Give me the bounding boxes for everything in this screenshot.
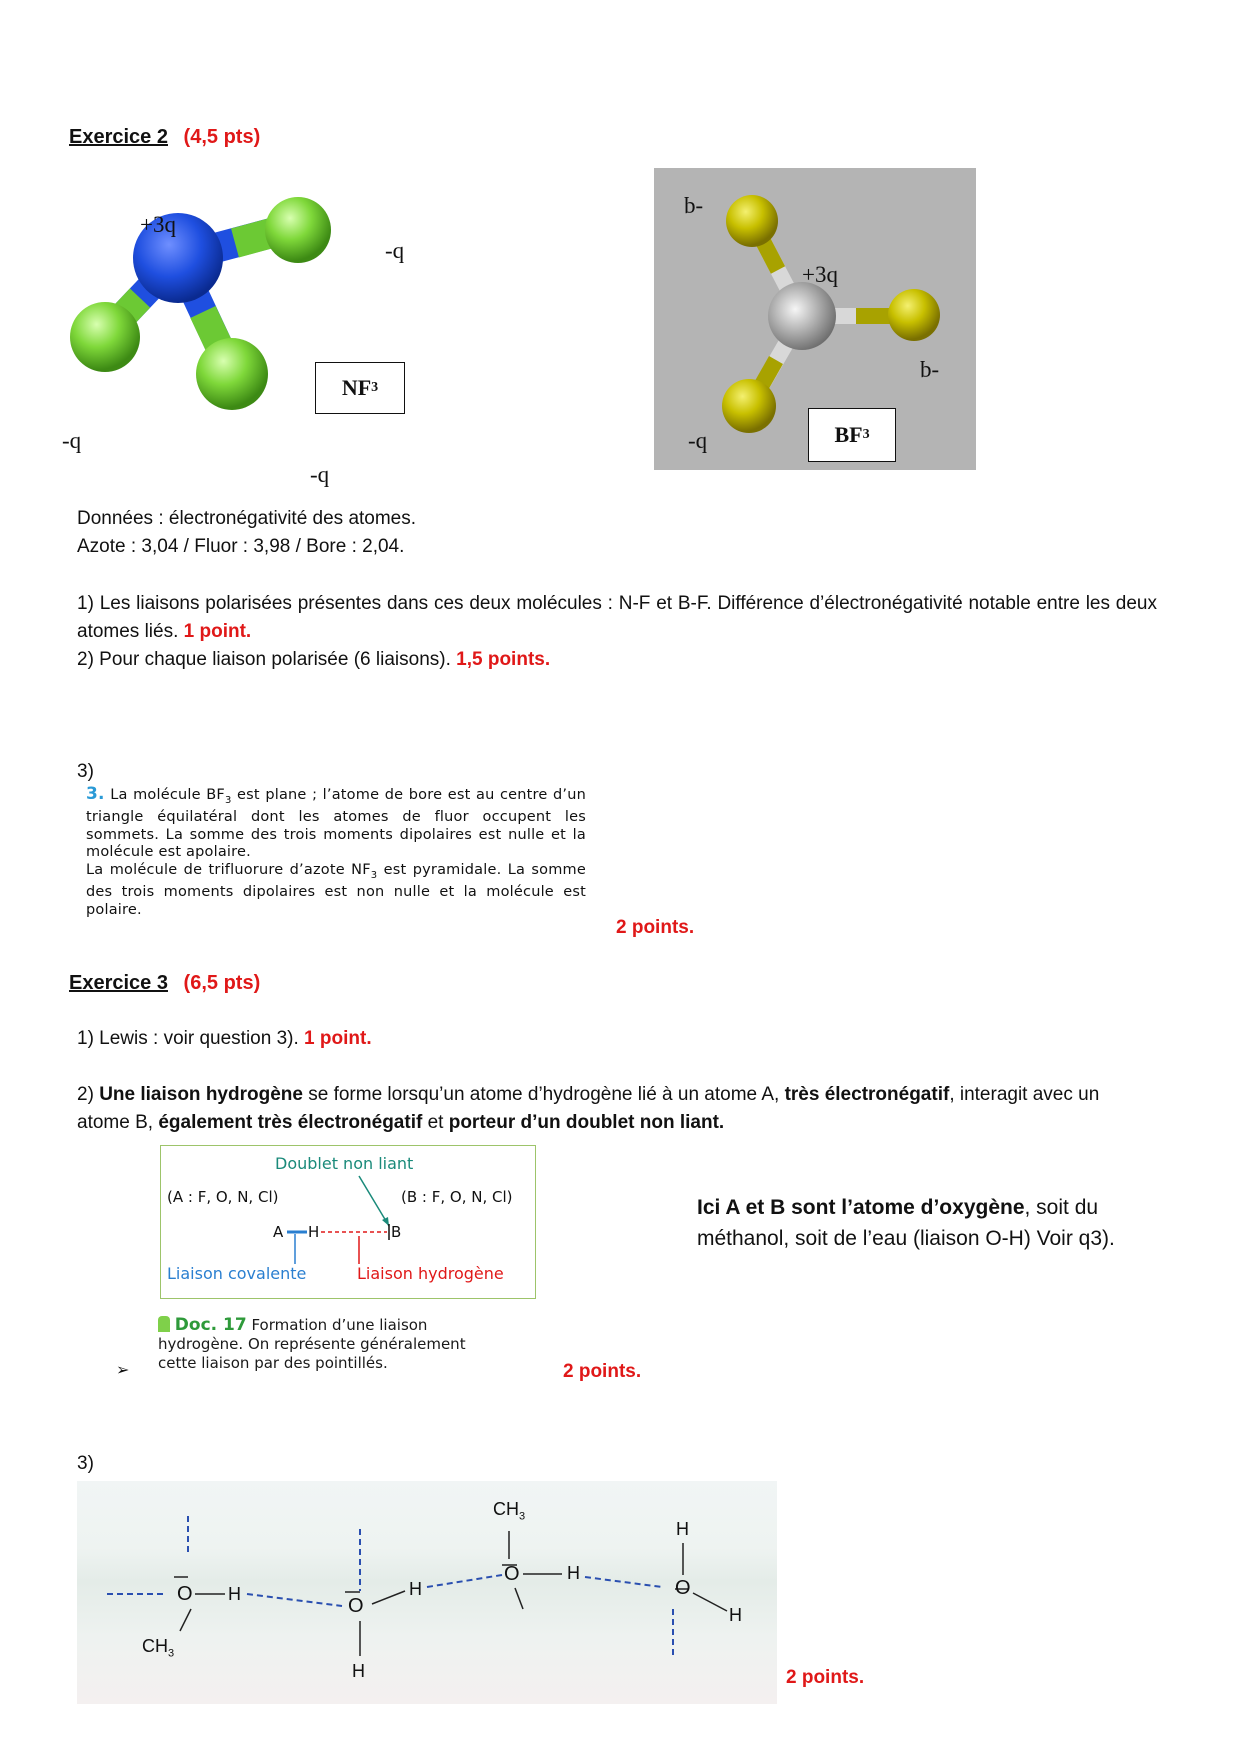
lewis-o-4: O	[675, 1577, 691, 1599]
hydrogen-label: Liaison hydrogène	[357, 1264, 504, 1283]
lewis-h-1: H	[228, 1584, 241, 1604]
bf3-label-box	[808, 408, 896, 462]
ex3-q2	[77, 1081, 1157, 1137]
side-note-text: , soit du méthanol, soit de l’eau (liaison O-H) Voir q3).	[697, 1196, 1115, 1250]
data-line-2: Azote : 3,04 / Fluor : 3,98 / Bore : 2,04.	[77, 536, 405, 557]
ex3-q2-points: 2 points.	[563, 1361, 642, 1382]
ex2-q3-line1: La molécule BF	[110, 787, 225, 803]
ex2-q3-line2-sub: 3	[370, 869, 378, 881]
atom-a: A	[273, 1223, 284, 1241]
bf3-boron-atom	[768, 282, 836, 350]
ex2-q3-points: 2 points.	[616, 917, 695, 938]
ex3-points: (6,5 pts)	[183, 972, 261, 994]
nf3-fluorine-atom-1	[265, 197, 331, 263]
atom-b: B	[391, 1223, 402, 1241]
bond-o-h-3	[372, 1591, 405, 1604]
nf3-label-sub: 3	[371, 380, 379, 395]
bond-o-ch3-1	[180, 1609, 191, 1631]
ex3-q2-text-1: se forme lorsqu’un atome d’hydrogène lié à un atome A,	[302, 1084, 785, 1105]
bf3-charge-f1: -q	[684, 197, 704, 222]
ex2-heading	[69, 126, 260, 149]
nf3-label: NF	[341, 375, 372, 400]
doc-tab-icon	[158, 1316, 170, 1332]
ex3-q1-points: 1 point.	[304, 1028, 372, 1049]
lewis-ch3-1	[142, 1636, 174, 1660]
nf3-charge-f2: -q	[62, 428, 82, 453]
nf3-charge-f3: -q	[310, 462, 330, 487]
ex2-q3-line2: La molécule de trifluorure d’azote NF	[86, 861, 371, 878]
ex3-q2-text-2: , interagit avec un atome B,	[77, 1084, 1100, 1133]
ex2-q2-points: 1,5 points.	[456, 649, 551, 670]
data-line-1: Données : électronégativité des atomes.	[77, 508, 417, 529]
ex2-q3-scan	[86, 786, 586, 919]
ex2-q1	[77, 590, 1157, 646]
ex2-q3-line1-rest: est plane ; l’atome de bore est au centre d’un triangle équilatéral dont les atomes de fluor occupent les sommets. La somme des trois moments dipolaires est nulle et la molécule est apolaire.	[86, 787, 587, 861]
bond-o-h-6	[693, 1593, 727, 1611]
ex2-q1-points: 1 point.	[183, 621, 252, 642]
hbond-dash-3	[247, 1594, 342, 1606]
ex2-title: Exercice 2	[69, 126, 168, 148]
lewis-ch3-2	[493, 1499, 525, 1523]
ex3-title: Exercice 3	[69, 972, 168, 994]
ex2-q3-line1-sub: 3	[224, 794, 232, 806]
hbond-dash-6	[585, 1577, 662, 1587]
doc17-caption	[158, 1316, 498, 1373]
bf3-charge-f2: -q	[920, 361, 940, 386]
ex3-q3-label: 3)	[77, 1453, 94, 1474]
covalent-label: Liaison covalente	[167, 1264, 307, 1283]
nf3-fluorine-atom-2	[70, 302, 140, 372]
lewis-h-2: H	[352, 1661, 365, 1681]
lewis-o-2: O	[348, 1595, 364, 1617]
b-list: (B : F, O, N, Cl)	[401, 1188, 513, 1206]
ex2-q1-text: 1) Les liaisons polarisées présentes dans ces deux molécules : N-F et B-F. Différence d’électronégativité notable entre les deux atomes liés.	[77, 593, 1157, 642]
ex3-q2-bold-4: porteur d’un doublet non liant.	[448, 1112, 725, 1133]
ex3-q3-points: 2 points.	[786, 1667, 865, 1688]
ex3-q2-bold-2: très électronégatif	[784, 1084, 950, 1105]
ex3-heading	[69, 972, 260, 995]
bf3-charge-f3: -q	[688, 428, 708, 453]
lewis-ch3-1-text: CH	[142, 1636, 168, 1656]
nf3-label-box	[315, 362, 405, 414]
lone-pair-3b	[515, 1588, 523, 1609]
bf3-label: BF	[834, 422, 863, 447]
hbond-dash-5	[427, 1575, 502, 1587]
ex3-q2-text-3: et	[422, 1112, 449, 1133]
bf3-fluorine-atom-1	[726, 195, 778, 247]
ex3-q1	[77, 1025, 372, 1053]
doublet-arrow	[359, 1176, 389, 1226]
ex3-q1-text: 1) Lewis : voir question 3).	[77, 1028, 299, 1049]
lewis-h-4: H	[567, 1563, 580, 1583]
hbond-diagram	[160, 1145, 536, 1299]
bf3-fluorine-atom-3	[722, 379, 776, 433]
bf3-label-sub: 3	[862, 427, 870, 442]
lewis-ch3-2-sub: 3	[519, 1510, 526, 1523]
ex3-q2-pre: 2)	[77, 1084, 100, 1105]
bullet-arrow-icon: ➢	[116, 1362, 130, 1379]
lewis-ch3-2-text: CH	[493, 1499, 519, 1519]
doc17-text: Formation d’une liaison hydrogène. On représente généralement cette liaison par des pointillés.	[158, 1316, 466, 1372]
ex3-q2-bold-3: également très électronégatif	[158, 1112, 423, 1133]
bf3-center-charge: +3q	[802, 262, 838, 287]
side-note	[697, 1192, 1117, 1254]
ex2-q3-label: 3)	[77, 761, 94, 782]
side-note-bold: Ici A et B sont l’atome d’oxygène	[697, 1196, 1025, 1219]
lewis-o-3: O	[504, 1563, 520, 1585]
lewis-h-3: H	[409, 1579, 422, 1599]
ex2-q3-line2-rest: est pyramidale. La somme des trois moments dipolaires est non nulle et la molécule est polaire.	[86, 861, 587, 918]
ex2-points: (4,5 pts)	[183, 126, 261, 148]
lewis-h-5: H	[676, 1519, 689, 1539]
nf3-charge-f1: -q	[385, 238, 405, 263]
doublet-label: Doublet non liant	[275, 1154, 414, 1173]
nf3-fluorine-atom-3	[196, 338, 268, 410]
lewis-h-6: H	[729, 1605, 742, 1625]
ex3-q2-bold-1: Une liaison hydrogène	[99, 1084, 303, 1105]
a-list: (A : F, O, N, Cl)	[167, 1188, 279, 1206]
nf3-center-charge: +3q	[140, 212, 176, 237]
ex2-q2	[77, 646, 550, 674]
ex2-q2-text: 2) Pour chaque liaison polarisée (6 liaisons).	[77, 649, 451, 670]
doc17-label: Doc. 17	[174, 1315, 247, 1335]
lewis-o-1: O	[177, 1583, 193, 1605]
lewis-structures-panel	[77, 1481, 777, 1704]
atom-h: H	[308, 1223, 320, 1241]
doublet-arrowhead	[382, 1217, 389, 1226]
bf3-fluorine-atom-2	[888, 289, 940, 341]
lewis-ch3-1-sub: 3	[168, 1647, 175, 1660]
ex2-q3-num: 3.	[86, 784, 105, 804]
